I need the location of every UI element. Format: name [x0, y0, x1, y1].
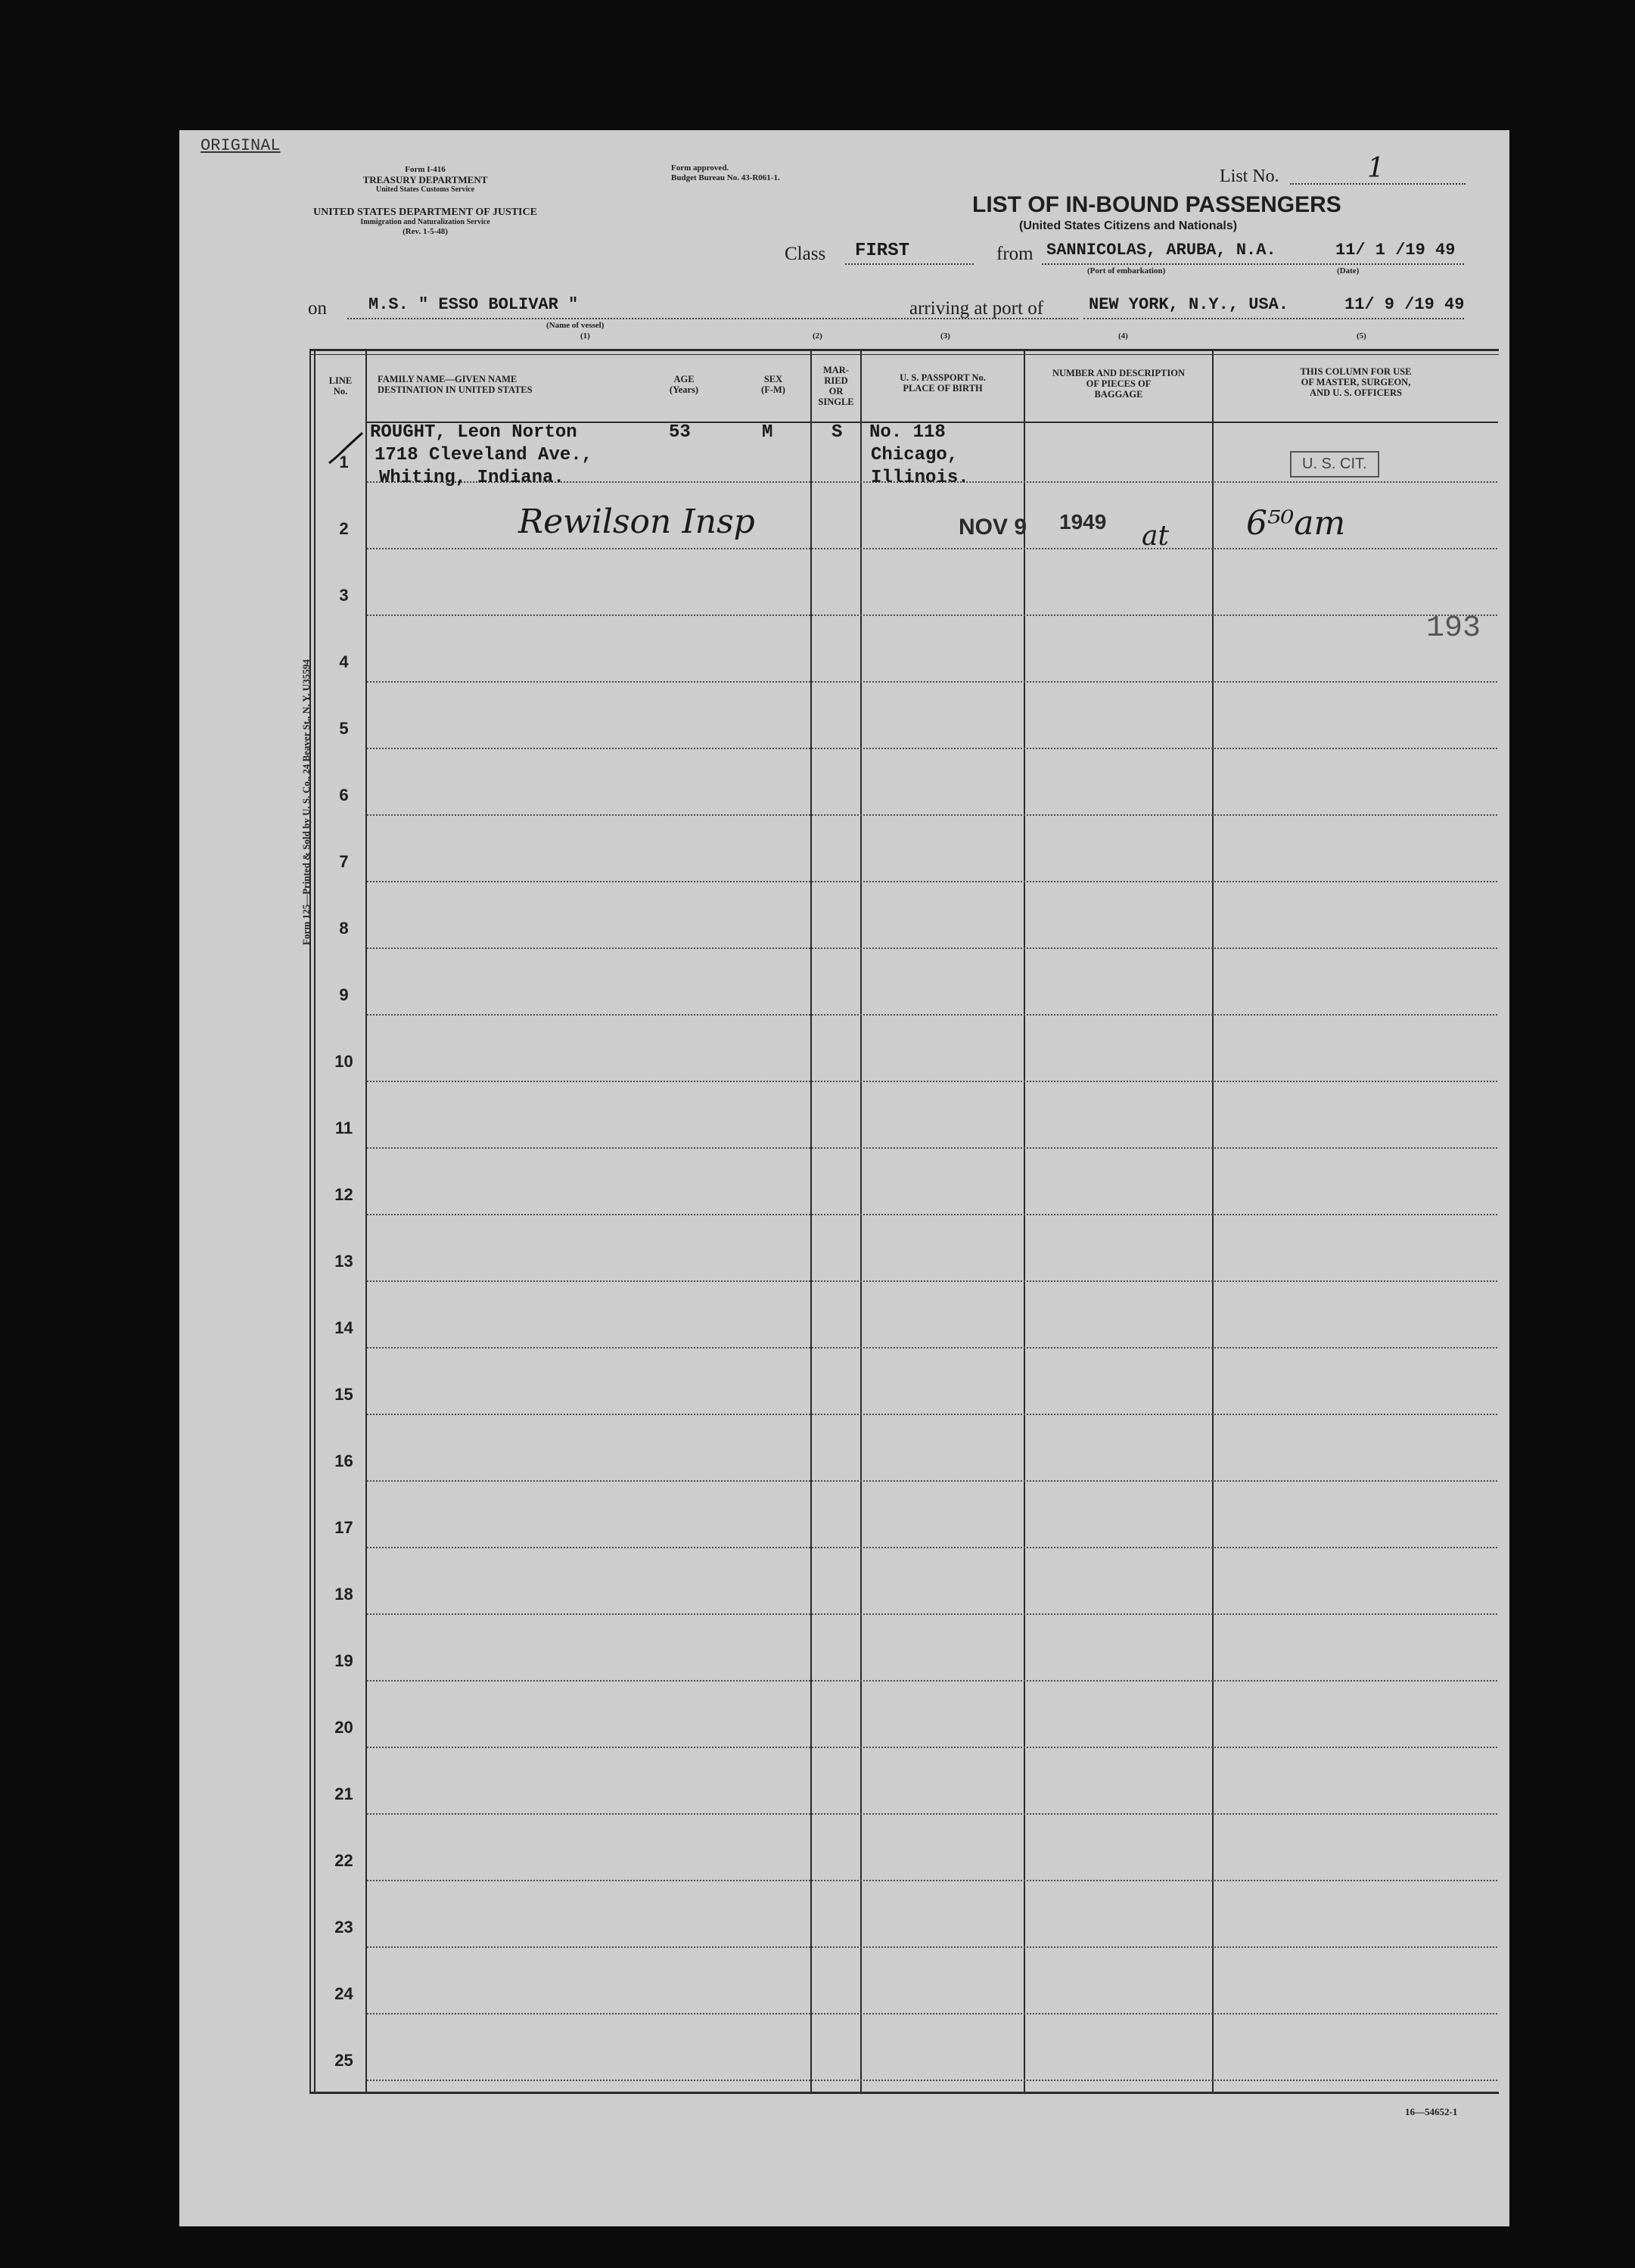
- line-number: 13: [334, 1252, 353, 1271]
- passenger-name: ROUGHT, Leon Norton: [370, 422, 577, 443]
- row-rule: [367, 548, 1497, 549]
- from-value: SANNICOLAS, ARUBA, N.A.: [1046, 241, 1276, 260]
- table-row: [179, 1954, 1509, 2021]
- table-row: [179, 555, 1509, 622]
- table-top-rule-2: [309, 354, 1499, 355]
- line-number: 11: [334, 1118, 353, 1137]
- check-mark-icon: [328, 430, 365, 468]
- line-number: 4: [339, 652, 349, 671]
- line-number: 21: [334, 1784, 353, 1803]
- row-rule: [367, 1280, 1497, 1282]
- page-subtitle: (United States Citizens and Nationals): [1019, 219, 1238, 232]
- row-rule: [367, 2013, 1497, 2014]
- table-row: [179, 822, 1509, 888]
- inspection-at: at: [1142, 521, 1169, 552]
- col-header-married: MAR- RIED OR SINGLE: [818, 365, 854, 407]
- table-row: [179, 955, 1509, 1022]
- manifest-page: [179, 130, 1509, 2226]
- line-number: 6: [339, 786, 349, 804]
- row-rule: [367, 1414, 1497, 1415]
- table-row: [179, 1421, 1509, 1488]
- table-row: [179, 1554, 1509, 1621]
- table-row: [179, 1887, 1509, 1954]
- line-number: 19: [334, 1651, 353, 1670]
- class-label: Class: [785, 244, 826, 264]
- table-row: [179, 1288, 1509, 1355]
- table-row: [179, 1488, 1509, 1554]
- line-number: 7: [339, 852, 349, 871]
- arriving-value: NEW YORK, N.Y., USA.: [1089, 295, 1289, 314]
- passenger-birth-state: Illinois.: [871, 468, 969, 488]
- original-label: ORIGINAL: [200, 136, 281, 155]
- vessel-caption: (Name of vessel): [546, 321, 605, 330]
- line-number: 16: [334, 1451, 353, 1470]
- list-no-value: 1: [1367, 153, 1385, 184]
- line-number: 12: [334, 1185, 353, 1204]
- arriving-line: [1083, 318, 1464, 319]
- on-label: on: [308, 298, 327, 319]
- line-number: 5: [339, 719, 349, 738]
- table-row: [179, 755, 1509, 822]
- port-embark-caption: (Port of embarkation): [1087, 266, 1166, 275]
- line-number: 18: [334, 1585, 353, 1604]
- table-top-rule: [309, 349, 1499, 351]
- form-info-block-2: UNITED STATES DEPARTMENT OF JUSTICE Immigration and Naturalization Service (Rev. 1-5-48): [313, 207, 537, 236]
- table-row: [179, 1821, 1509, 1887]
- line-number: 22: [334, 1851, 353, 1870]
- line-number: 9: [339, 985, 349, 1004]
- line-number: 23: [334, 1918, 353, 1937]
- from-label: from: [996, 244, 1034, 264]
- from-date: 11/ 1 /19 49: [1335, 241, 1456, 260]
- row-rule: [367, 1014, 1497, 1016]
- row-rule: [367, 1946, 1497, 1948]
- row-rule: [367, 748, 1497, 749]
- line-number: 17: [334, 1518, 353, 1537]
- passenger-birth-city: Chicago,: [871, 445, 959, 465]
- page-number-stamp: 193: [1426, 611, 1481, 646]
- row-rule: [367, 1680, 1497, 1682]
- col-num-2: (2): [813, 331, 822, 341]
- row-rule: [367, 1214, 1497, 1215]
- approval-block: Form approved. Budget Bureau No. 43-R061-1.: [671, 163, 780, 182]
- passenger-address-1: 1718 Cleveland Ave.,: [375, 445, 593, 465]
- citizen-stamp: U. S. CIT.: [1290, 451, 1379, 478]
- passenger-age: 53: [669, 422, 691, 443]
- page-title: LIST OF IN-BOUND PASSENGERS: [972, 192, 1341, 217]
- line-number: 1: [339, 453, 349, 471]
- class-line: [845, 263, 974, 265]
- vessel-caption-num: (1): [580, 331, 590, 341]
- inspection-stamp-date: NOV 9: [959, 515, 1027, 540]
- table-row: [179, 1088, 1509, 1155]
- row-rule: [367, 881, 1497, 882]
- printer-side-text: Form 125—Printed & Sold by U. S. Co., 24 Beaver St., N. Y. U35594: [300, 659, 312, 945]
- table-row: [179, 622, 1509, 689]
- table-row: [179, 1754, 1509, 1821]
- line-number: 15: [334, 1385, 353, 1404]
- row-rule: [367, 681, 1497, 683]
- table-row: [179, 2021, 1509, 2087]
- row-rule: [367, 614, 1497, 616]
- line-number: 10: [334, 1052, 353, 1071]
- col-header-sex: SEX (F-M): [761, 374, 785, 395]
- table-row: [179, 1022, 1509, 1088]
- form-info-block: Form I-416 TREASURY DEPARTMENT United States Customs Service: [362, 165, 488, 194]
- col-num-4: (4): [1118, 331, 1128, 341]
- table-row: [179, 1688, 1509, 1754]
- arriving-label: arriving at port of: [909, 298, 1044, 319]
- line-number: 3: [339, 586, 349, 605]
- table-row: [179, 1621, 1509, 1688]
- date-caption: (Date): [1337, 266, 1360, 275]
- inspector-signature: Rewilson Insp: [518, 502, 755, 541]
- row-rule: [367, 1613, 1497, 1615]
- row-rule: [367, 814, 1497, 816]
- row-rule: [367, 1480, 1497, 1482]
- table-row: [179, 1155, 1509, 1221]
- col-header-age: AGE (Years): [669, 374, 699, 395]
- line-number: 8: [339, 919, 349, 938]
- col-header-name: FAMILY NAME—GIVEN NAME DESTINATION IN UNITED STATES: [378, 374, 533, 395]
- row-rule: [367, 2080, 1497, 2081]
- inspection-stamp-year: 1949: [1059, 510, 1107, 534]
- col-header-officers: THIS COLUMN FOR USE OF MASTER, SURGEON, AND U. S. OFFICERS: [1300, 366, 1412, 398]
- table-row: [179, 1221, 1509, 1288]
- line-number: 24: [334, 1984, 353, 2003]
- passenger-sex: M: [762, 422, 773, 443]
- table-row: [179, 1355, 1509, 1421]
- col-num-3: (3): [940, 331, 950, 341]
- row-rule: [367, 1081, 1497, 1082]
- row-rule: [367, 1813, 1497, 1815]
- row-rule: [367, 1747, 1497, 1748]
- footer-code: 16—54652-1: [1405, 2106, 1458, 2117]
- class-value: FIRST: [855, 241, 910, 261]
- arriving-date: 11/ 9 /19 49: [1344, 295, 1465, 314]
- table-row: [179, 689, 1509, 755]
- row-rule: [367, 1547, 1497, 1548]
- passenger-address-2: Whiting, Indiana.: [379, 468, 564, 488]
- passenger-marital: S: [831, 422, 843, 443]
- line-number: 25: [334, 2051, 353, 2070]
- inspection-time: 6⁵⁰am: [1246, 504, 1346, 543]
- col-header-passport: U. S. PASSPORT No. PLACE OF BIRTH: [900, 372, 986, 394]
- table-bottom-rule: [309, 2092, 1499, 2094]
- row-rule: [367, 947, 1497, 949]
- list-no-label: List No.: [1220, 166, 1279, 186]
- line-number: 2: [339, 519, 349, 538]
- row-rule: [367, 1347, 1497, 1349]
- from-line: [1042, 263, 1464, 265]
- passenger-passport: No. 118: [869, 422, 946, 443]
- row-rule: [367, 1880, 1497, 1881]
- line-number: 14: [334, 1318, 353, 1337]
- line-number: 20: [334, 1718, 353, 1737]
- table-row: [179, 888, 1509, 955]
- vessel-value: M.S. " ESSO BOLIVAR ": [368, 295, 579, 314]
- col-num-5: (5): [1357, 331, 1366, 341]
- col-header-line: LINE No.: [328, 375, 353, 397]
- col-header-baggage: NUMBER AND DESCRIPTION OF PIECES OF BAGGAGE: [1052, 368, 1186, 400]
- row-rule: [367, 1147, 1497, 1149]
